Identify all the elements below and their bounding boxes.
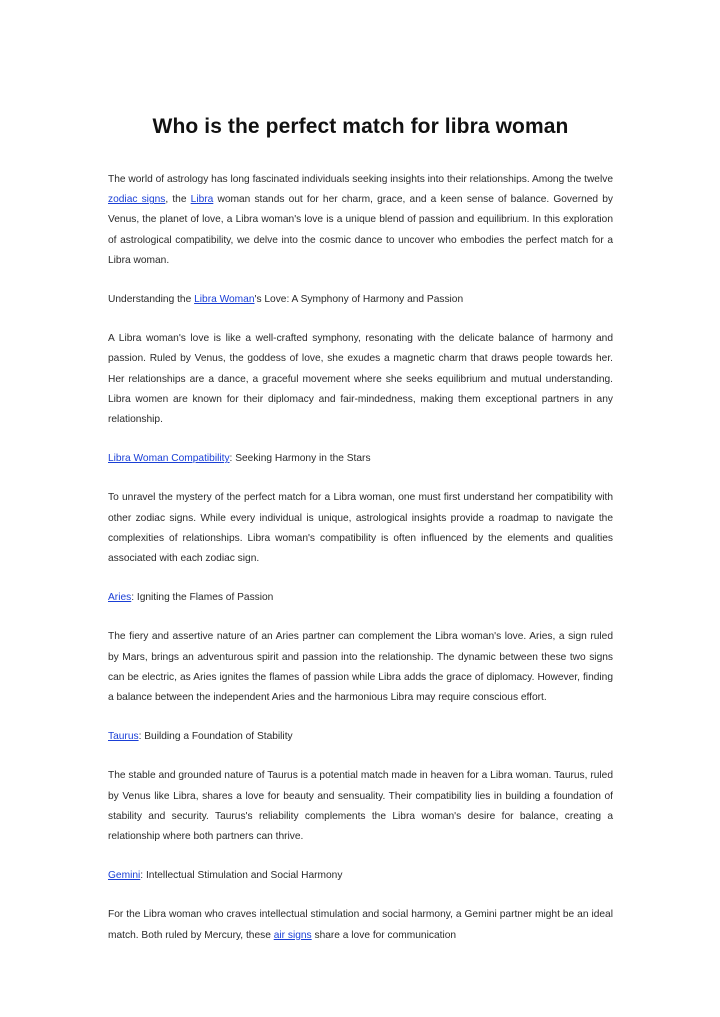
intro-text-end: woman stands out for her charm, grace, and a keen sense of balance. Governed by Venus, the planet of love, a Libra woman's love is a unique blend of passion and equilibrium. In this exploration of astrological compatibility, we delve into the cosmic dance to uncover who embodies the perfect match for a Libra woman. [108,194,613,266]
article-content [108,115,613,965]
gemini-text-end: share a love for communication [311,929,457,941]
intro-text-start: The world of astrology has long fascinated individuals seeking insights into their relationships. Among the twelve [108,174,613,185]
libra-woman-link[interactable]: Libra Woman [194,294,255,306]
section-heading-libra-woman-love [108,290,613,310]
section-heading-compatibility [108,449,613,469]
section-body-libra-woman-love: A Libra woman's love is like a well-crafted symphony, resonating with the delicate balance of harmony and passion. Ruled by Venus, the goddess of love, she exudes a magnetic charm that draws people towards her. Her relationships are a dance, a graceful movement where she seeks equilibrium and mutual understanding. Libra women are known for their diplomacy and fair-mindedness, making them exceptional partners in any relationship. [108,333,613,426]
heading-text-end: : Intellectual Stimulation and Social Harmony [140,870,343,882]
section-body-taurus: The stable and grounded nature of Taurus is a potential match made in heaven for a Libra woman. Taurus, ruled by Venus like Libra, shares a love for beauty and sensuality. Their compatibility lies in building a foundation of stability and security. Taurus's reliability complements the Libra woman's desire for balance, creating a relationship where both partners can thrive. [108,770,613,843]
taurus-link[interactable]: Taurus [108,731,139,743]
section-body-gemini [108,905,613,945]
air-signs-link[interactable]: air signs [273,929,312,941]
section-heading-gemini [108,866,613,886]
gemini-text-start: For the Libra woman who craves intellectual stimulation and social harmony, a Gemini partner might be an ideal match. Both ruled by Mercury, these [108,909,613,941]
section-body-compatibility: To unravel the mystery of the perfect match for a Libra woman, one must first understand her compatibility with other zodiac signs. While every individual is unique, astrological insights provide a roadmap to navigate the complexities of relationships. Libra woman's compatibility is often influenced by the elements and qualities associated with each zodiac sign. [108,492,613,565]
page-title: Who is the perfect match for libra woman [152,115,569,138]
heading-text-end: 's Love: A Symphony of Harmony and Passion [254,294,464,306]
aries-link[interactable]: Aries [108,592,132,604]
libra-link[interactable]: Libra [190,194,214,206]
heading-text-start: Understanding the [108,294,195,306]
section-heading-taurus [108,727,613,747]
heading-text-end: : Building a Foundation of Stability [138,731,293,743]
section-heading-aries [108,588,613,608]
libra-woman-compatibility-link[interactable]: Libra Woman Compatibility [108,453,230,465]
heading-text-end: : Seeking Harmony in the Stars [229,453,371,465]
heading-text-end: : Igniting the Flames of Passion [131,592,274,604]
section-body-aries: The fiery and assertive nature of an Aries partner can complement the Libra woman's love. Aries, a sign ruled by Mars, brings an adventurous spirit and passion into the relationship. The dynamic between these two signs can be electric, as Aries ignites the flames of passion while Libra adds the grace of diplomacy. However, finding a balance between the independent Aries and the harmonious Libra may require conscious effort. [108,631,613,704]
gemini-link[interactable]: Gemini [108,870,141,882]
intro-paragraph [108,170,613,271]
zodiac-signs-link[interactable]: zodiac signs [108,194,166,206]
intro-text-mid: , the [165,194,191,206]
